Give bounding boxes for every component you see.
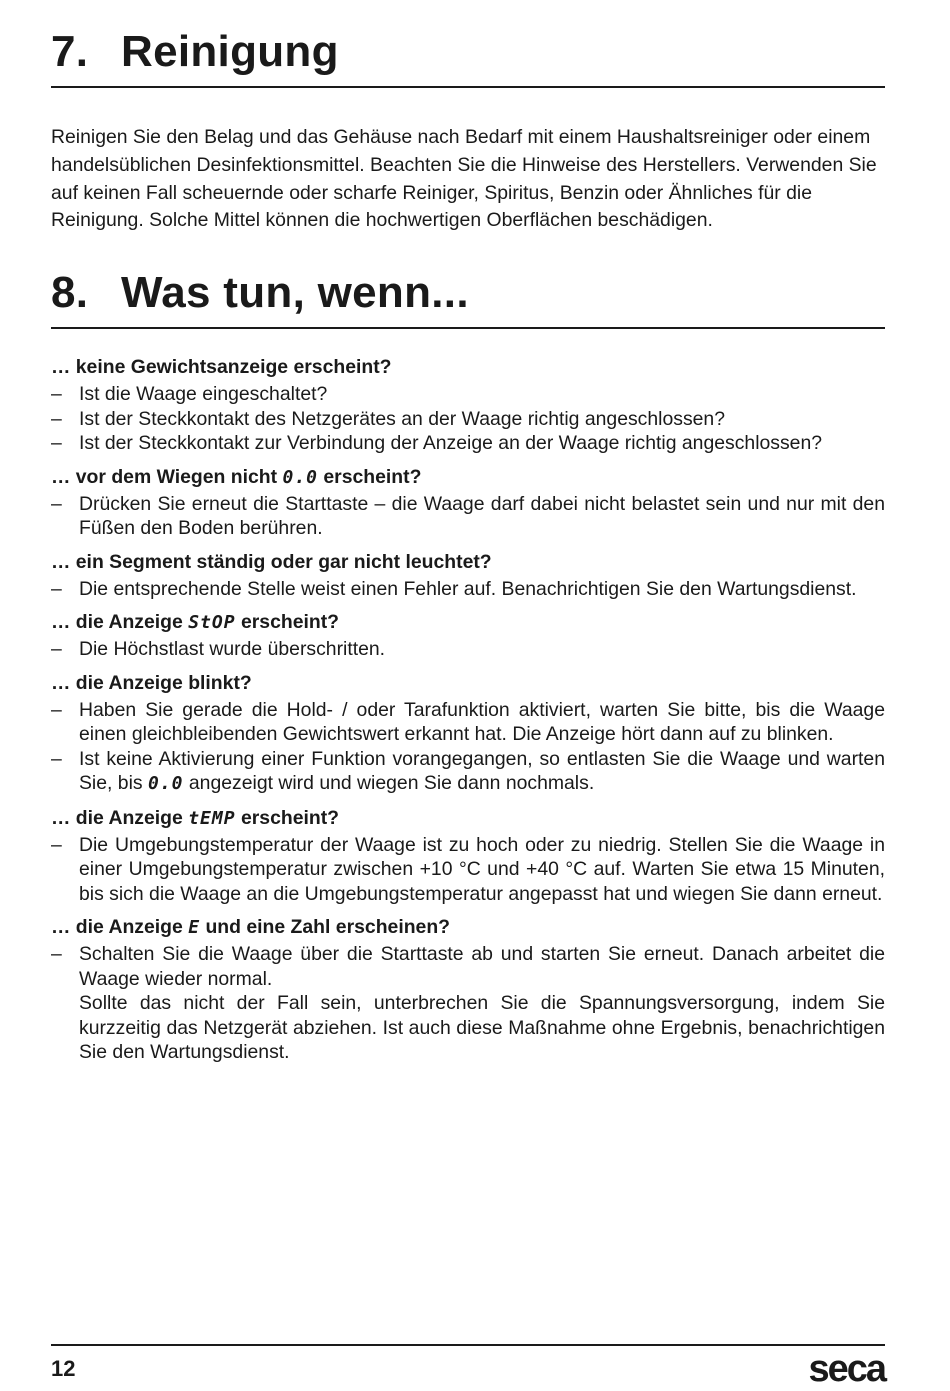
section-7-number: 7. [51,27,89,76]
answers-error [51,942,885,1065]
page-footer [51,1344,885,1390]
seca-logo: seca [808,1348,885,1390]
answers-segment [51,577,885,602]
answers-stop [51,637,885,662]
question-text: … die Anzeige [51,916,183,939]
page-number: 12 [51,1356,76,1381]
answers-no-zero [51,492,885,541]
page [51,0,885,1065]
display-zero-symbol: 0.0 [282,466,318,488]
display-error-symbol: E [188,917,201,939]
question-text: … vor dem Wiegen nicht [51,465,278,488]
question-error [51,915,885,940]
troubleshooting-list [51,355,885,1065]
answer-item: – Haben Sie gerade die Hold- / oder Tarafunktion aktiviert, warten Sie bitte, bis die Waage einen gleichbleibenden Gewichtswert erkannt hat. Die Anzeige hört dann auf zu blinken. [51,698,885,747]
question-stop [51,610,885,635]
answer-item: – Ist der Steckkontakt zur Verbindung der Anzeige an der Waage richtig angeschlossen? [51,431,885,456]
question-text: … die Anzeige [51,611,183,634]
question-temp [51,806,885,831]
question-text: erscheint? [240,611,340,634]
answer-text-extra: Sollte das nicht der Fall sein, unterbrechen Sie die Spannungsversorgung, indem Sie kurzzeitig das Netzgerät abziehen. Ist auch diese Maßnahme ohne Ergebnis, benachrichtigen Sie den Wartungsdienst. [79,992,885,1064]
answer-item [51,747,885,797]
answer-item: – Die entsprechende Stelle weist einen Fehler auf. Benachrichtigen Sie den Wartungsdienst. [51,577,885,602]
display-stop-symbol: StOP [188,612,236,634]
answer-text: angezeigt wird und wiegen Sie dann nochmals. [188,772,595,795]
answer-text: Schalten Sie die Waage über die Starttaste ab und starten Sie erneut. Danach arbeitet die Waage wieder normal. [79,943,885,990]
question-blinks: … die Anzeige blinkt? [51,671,252,694]
section-8-title: Was tun, wenn... [121,268,469,318]
section-7-heading [51,27,885,88]
answer-text: Ist keine Aktivierung einer Funktion vorangegangen, so entlasten Sie die Waage und warten Sie, bis [79,747,885,795]
answer-item [51,942,885,1065]
section-8-number: 8. [51,268,89,318]
answers-temp [51,833,885,907]
answer-item: – Die Höchstlast wurde überschritten. [51,637,885,662]
answers-blinks [51,698,885,797]
question-no-zero [51,465,885,490]
display-zero-symbol: 0.0 [147,773,184,795]
question-segment: … ein Segment ständig oder gar nicht leuchtet? [51,550,492,573]
question-text: erscheint? [240,806,340,829]
cleaning-paragraph: Reinigen Sie den Belag und das Gehäuse nach Bedarf mit einem Haushaltsreiniger oder einem handelsüblichen Desinfektionsmittel. Beachten Sie die Hinweise des Herstellers. Verwenden Sie auf keinen Fall scheuernde oder scharfe Reiniger, Spiritus, Benzin oder Ähnliches für die Reinigung. Solche Mittel können die hochwertigen Oberflächen beschädigen. [51,126,877,232]
question-no-weight: … keine Gewichtsanzeige erscheint? [51,356,392,379]
answer-item: – Ist der Steckkontakt des Netzgerätes an der Waage richtig angeschlossen? [51,407,885,432]
question-text: und eine Zahl erscheinen? [205,916,451,939]
answer-item: – Die Umgebungstemperatur der Waage ist zu hoch oder zu niedrig. Stellen Sie die Waage in einer Umgebungstemperatur zwischen +10 °C und +40 °C auf. Warten Sie etwa 15 Minuten, bis sich die Waage an die Umgebungstemperatur angepasst hat und wiegen Sie dann erneut. [51,833,885,907]
question-text: … die Anzeige [51,806,183,829]
section-7-title: Reinigung [121,27,339,76]
answer-item: – Drücken Sie erneut die Starttaste – die Waage darf dabei nicht belastet sein und nur mit den Füßen den Boden berühren. [51,492,885,541]
question-text: erscheint? [323,465,422,488]
answer-item: – Ist die Waage eingeschaltet? [51,382,885,407]
display-temp-symbol: tEMP [188,807,236,829]
section-8-heading [51,268,885,329]
answers-no-weight [51,382,885,456]
